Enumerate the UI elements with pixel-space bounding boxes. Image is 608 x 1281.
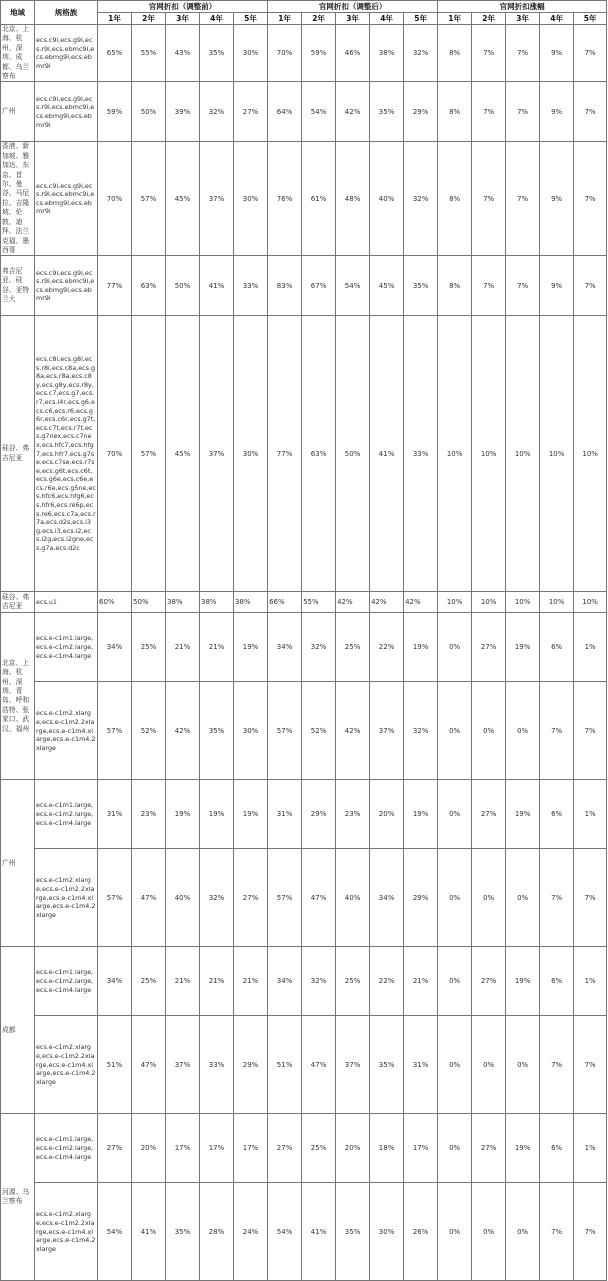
discount-delta-cell: 6% bbox=[540, 613, 574, 682]
discount-before-cell: 37% bbox=[200, 316, 234, 592]
discount-delta-cell: 6% bbox=[540, 780, 574, 849]
discount-after-cell: 19% bbox=[404, 780, 438, 849]
discount-before-cell: 40% bbox=[166, 849, 200, 947]
header-region: 地域 bbox=[1, 1, 35, 25]
discount-after-cell: 77% bbox=[268, 316, 302, 592]
discount-after-cell: 54% bbox=[302, 82, 336, 142]
discount-after-cell: 34% bbox=[370, 849, 404, 947]
header-year: 4年 bbox=[540, 13, 574, 25]
discount-delta-cell: 10% bbox=[574, 316, 607, 592]
discount-before-cell: 45% bbox=[166, 142, 200, 256]
discount-delta-cell: 7% bbox=[540, 849, 574, 947]
discount-after-cell: 57% bbox=[268, 849, 302, 947]
discount-after-cell: 64% bbox=[268, 82, 302, 142]
discount-before-cell: 19% bbox=[234, 613, 268, 682]
discount-before-cell: 30% bbox=[234, 316, 268, 592]
discount-before-cell: 19% bbox=[200, 780, 234, 849]
discount-after-cell: 40% bbox=[336, 849, 370, 947]
discount-delta-cell: 7% bbox=[472, 25, 506, 82]
discount-after-cell: 29% bbox=[404, 82, 438, 142]
discount-after-cell: 47% bbox=[302, 1016, 336, 1114]
spec-cell: ecs.u1 bbox=[35, 592, 98, 613]
discount-after-cell: 32% bbox=[404, 142, 438, 256]
discount-delta-cell: 7% bbox=[506, 25, 540, 82]
discount-before-cell: 38% bbox=[234, 592, 268, 613]
discount-before-cell: 38% bbox=[166, 592, 200, 613]
header-year: 4年 bbox=[370, 13, 404, 25]
discount-delta-cell: 7% bbox=[574, 682, 607, 780]
discount-delta-cell: 10% bbox=[540, 316, 574, 592]
discount-delta-cell: 0% bbox=[472, 682, 506, 780]
discount-delta-cell: 0% bbox=[438, 682, 472, 780]
discount-before-cell: 27% bbox=[234, 849, 268, 947]
discount-delta-cell: 27% bbox=[472, 780, 506, 849]
discount-before-cell: 45% bbox=[166, 316, 200, 592]
discount-before-cell: 35% bbox=[200, 682, 234, 780]
discount-before-cell: 52% bbox=[132, 682, 166, 780]
discount-before-cell: 43% bbox=[166, 25, 200, 82]
discount-before-cell: 23% bbox=[132, 780, 166, 849]
discount-after-cell: 42% bbox=[336, 682, 370, 780]
discount-before-cell: 65% bbox=[98, 25, 132, 82]
discount-delta-cell: 6% bbox=[540, 947, 574, 1016]
discount-after-cell: 66% bbox=[268, 592, 302, 613]
discount-after-cell: 83% bbox=[268, 256, 302, 316]
discount-delta-cell: 0% bbox=[472, 1016, 506, 1114]
discount-delta-cell: 7% bbox=[574, 1183, 607, 1281]
discount-after-cell: 20% bbox=[336, 1114, 370, 1183]
table-row bbox=[1, 82, 607, 142]
header-spec: 规格族 bbox=[35, 1, 98, 25]
spec-cell: ecs.c9i,ecs.g9i,ecs.r9i,ecs.ebmc9i,ecs.ebmg9i,ecs.ebmr9i bbox=[35, 25, 98, 82]
discount-after-cell: 55% bbox=[302, 592, 336, 613]
header-year: 2年 bbox=[132, 13, 166, 25]
discount-delta-cell: 7% bbox=[472, 82, 506, 142]
table-row bbox=[1, 1114, 607, 1183]
discount-before-cell: 28% bbox=[200, 1183, 234, 1281]
discount-delta-cell: 8% bbox=[438, 82, 472, 142]
discount-after-cell: 41% bbox=[370, 316, 404, 592]
discount-before-cell: 70% bbox=[98, 142, 132, 256]
discount-after-cell: 54% bbox=[336, 256, 370, 316]
discount-delta-cell: 8% bbox=[438, 25, 472, 82]
discount-before-cell: 25% bbox=[132, 613, 166, 682]
discount-before-cell: 63% bbox=[132, 256, 166, 316]
spec-cell: ecs.e-c1m2.xlarge,ecs.e-c1m2.2xlarge,ecs.e-c1m4.xlarge,ecs.e-c1m4.2xlarge bbox=[35, 849, 98, 947]
discount-delta-cell: 0% bbox=[472, 849, 506, 947]
discount-delta-cell: 0% bbox=[506, 849, 540, 947]
header-year: 1年 bbox=[438, 13, 472, 25]
discount-delta-cell: 9% bbox=[540, 82, 574, 142]
discount-delta-cell: 1% bbox=[574, 947, 607, 1016]
discount-delta-cell: 0% bbox=[506, 1016, 540, 1114]
discount-after-cell: 32% bbox=[302, 947, 336, 1016]
discount-before-cell: 50% bbox=[132, 592, 166, 613]
discount-before-cell: 57% bbox=[98, 682, 132, 780]
discount-after-cell: 35% bbox=[370, 1016, 404, 1114]
header-year: 2年 bbox=[472, 13, 506, 25]
discount-before-cell: 38% bbox=[200, 592, 234, 613]
table-row bbox=[1, 25, 607, 82]
spec-cell: ecs.c9i,ecs.g9i,ecs.r9i,ecs.ebmc9i,ecs.ebmg9i,ecs.ebmr9i bbox=[35, 82, 98, 142]
discount-after-cell: 29% bbox=[302, 780, 336, 849]
discount-after-cell: 35% bbox=[404, 256, 438, 316]
discount-before-cell: 70% bbox=[98, 316, 132, 592]
discount-before-cell: 57% bbox=[132, 316, 166, 592]
discount-after-cell: 23% bbox=[336, 780, 370, 849]
spec-cell: ecs.e-c1m2.xlarge,ecs.e-c1m2.2xlarge,ecs.e-c1m4.xlarge,ecs.e-c1m4.2xlarge bbox=[35, 1016, 98, 1114]
table-row bbox=[1, 142, 607, 256]
discount-delta-cell: 7% bbox=[574, 82, 607, 142]
discount-after-cell: 38% bbox=[370, 25, 404, 82]
discount-delta-cell: 7% bbox=[506, 142, 540, 256]
spec-cell: ecs.e-c1m2.xlarge,ecs.e-c1m2.2xlarge,ecs.e-c1m4.xlarge,ecs.e-c1m4.2xlarge bbox=[35, 1183, 98, 1281]
discount-after-cell: 45% bbox=[370, 256, 404, 316]
table-row bbox=[1, 947, 607, 1016]
discount-before-cell: 51% bbox=[98, 1016, 132, 1114]
header-year: 5年 bbox=[574, 13, 607, 25]
discount-delta-cell: 9% bbox=[540, 142, 574, 256]
discount-after-cell: 40% bbox=[370, 142, 404, 256]
spec-cell: ecs.c8i,ecs.g8i,ecs.r8i,ecs.c8a,ecs.g8a,ecs.r8a,ecs.c8y,ecs.g8y,ecs.r8y,ecs.c7,ecs.g7,ecs.r7,ecs.i4r,ecs.g6,ecs.c6,ecs.r6,ecs.g6r,ecs.c6r,ecs.g7t,ecs.c7t,ecs.r7t,ecs.g7nex,ecs.c7nex,ecs.hfc7,ecs.hfg7,ecs.hfr7,ecs.g7se,ecs.c7se,ecs.r7se,ecs.g6t,ecs.c6t,ecs.g6e,ecs.c6e,ecs.r6e,ecs.g5ne,ecs.hfc6,ecs.hfg6,ecs.hfr6,ecs.re6p,ecs.re6,ecs.c7a,ecs.r7a,ecs.d2s,ecs.i3g,ecs.i3,ecs.i2,ecs.i2g,ecs.i2gne,ecs.g7a,ecs.d2c bbox=[35, 316, 98, 592]
discount-after-cell: 22% bbox=[370, 613, 404, 682]
region-cell: 北京、上海、杭州、深圳、青岛、呼和浩特、张家口、武汉、福州 bbox=[1, 613, 35, 780]
discount-after-cell: 25% bbox=[336, 947, 370, 1016]
discount-delta-cell: 9% bbox=[540, 25, 574, 82]
discount-after-cell: 42% bbox=[404, 592, 438, 613]
discount-after-cell: 67% bbox=[302, 256, 336, 316]
discount-delta-cell: 8% bbox=[438, 256, 472, 316]
table-row bbox=[1, 613, 607, 682]
discount-after-cell: 21% bbox=[404, 947, 438, 1016]
discount-delta-cell: 1% bbox=[574, 1114, 607, 1183]
discount-after-cell: 76% bbox=[268, 142, 302, 256]
header-group-after: 官网折扣（调整后） bbox=[268, 1, 438, 13]
discount-delta-cell: 7% bbox=[540, 682, 574, 780]
discount-after-cell: 20% bbox=[370, 780, 404, 849]
discount-delta-cell: 9% bbox=[540, 256, 574, 316]
discount-before-cell: 41% bbox=[132, 1183, 166, 1281]
discount-delta-cell: 27% bbox=[472, 613, 506, 682]
discount-before-cell: 34% bbox=[98, 947, 132, 1016]
discount-delta-cell: 10% bbox=[506, 592, 540, 613]
discount-before-cell: 37% bbox=[200, 142, 234, 256]
discount-delta-cell: 10% bbox=[574, 592, 607, 613]
discount-before-cell: 57% bbox=[132, 142, 166, 256]
discount-delta-cell: 0% bbox=[438, 849, 472, 947]
discount-before-cell: 17% bbox=[234, 1114, 268, 1183]
discount-delta-cell: 0% bbox=[506, 1183, 540, 1281]
discount-after-cell: 32% bbox=[302, 613, 336, 682]
table-body bbox=[1, 25, 607, 1281]
discount-delta-cell: 19% bbox=[506, 780, 540, 849]
discount-before-cell: 35% bbox=[166, 1183, 200, 1281]
discount-delta-cell: 19% bbox=[506, 1114, 540, 1183]
table-row bbox=[1, 316, 607, 592]
table-row bbox=[1, 849, 607, 947]
discount-after-cell: 37% bbox=[336, 1016, 370, 1114]
region-cell: 香港、新加坡、雅加达、东京、首尔、曼谷、马尼拉、吉隆坡、伦敦、迪拜、法兰克福、墨西哥 bbox=[1, 142, 35, 256]
discount-after-cell: 34% bbox=[268, 613, 302, 682]
discount-after-cell: 32% bbox=[404, 682, 438, 780]
header-year: 1年 bbox=[98, 13, 132, 25]
discount-delta-cell: 10% bbox=[472, 592, 506, 613]
discount-before-cell: 54% bbox=[98, 1183, 132, 1281]
discount-after-cell: 31% bbox=[404, 1016, 438, 1114]
discount-delta-cell: 7% bbox=[574, 256, 607, 316]
spec-cell: ecs.e-c1m1.large,ecs.e-c1m2.large,ecs.e-c1m4.large bbox=[35, 947, 98, 1016]
discount-delta-cell: 7% bbox=[574, 849, 607, 947]
discount-delta-cell: 27% bbox=[472, 947, 506, 1016]
header-year: 3年 bbox=[336, 13, 370, 25]
spec-cell: ecs.e-c1m1.large,ecs.e-c1m2.large,ecs.e-c1m4.large bbox=[35, 780, 98, 849]
discount-before-cell: 19% bbox=[166, 780, 200, 849]
region-cell: 河源、乌兰察布 bbox=[1, 1114, 35, 1281]
discount-delta-cell: 0% bbox=[438, 947, 472, 1016]
discount-after-cell: 42% bbox=[336, 592, 370, 613]
discount-after-cell: 37% bbox=[370, 682, 404, 780]
discount-delta-cell: 7% bbox=[472, 256, 506, 316]
discount-delta-cell: 7% bbox=[574, 142, 607, 256]
discount-before-cell: 33% bbox=[200, 1016, 234, 1114]
discount-delta-cell: 0% bbox=[438, 780, 472, 849]
discount-before-cell: 21% bbox=[166, 613, 200, 682]
discount-delta-cell: 10% bbox=[506, 316, 540, 592]
discount-after-cell: 59% bbox=[302, 25, 336, 82]
header-year: 5年 bbox=[404, 13, 438, 25]
table-row bbox=[1, 1183, 607, 1281]
table-row bbox=[1, 682, 607, 780]
region-cell: 成都 bbox=[1, 947, 35, 1114]
discount-delta-cell: 0% bbox=[438, 1183, 472, 1281]
spec-cell: ecs.e-c1m1.large,ecs.e-c1m2.large,ecs.e-c1m4.large bbox=[35, 613, 98, 682]
discount-before-cell: 35% bbox=[200, 25, 234, 82]
discount-after-cell: 46% bbox=[336, 25, 370, 82]
discount-after-cell: 31% bbox=[268, 780, 302, 849]
discount-delta-cell: 1% bbox=[574, 613, 607, 682]
region-cell: 北京、上海、杭州、深圳、成都、乌兰察布 bbox=[1, 25, 35, 82]
discount-after-cell: 51% bbox=[268, 1016, 302, 1114]
discount-after-cell: 63% bbox=[302, 316, 336, 592]
discount-after-cell: 54% bbox=[268, 1183, 302, 1281]
discount-after-cell: 33% bbox=[404, 316, 438, 592]
discount-after-cell: 35% bbox=[336, 1183, 370, 1281]
discount-after-cell: 30% bbox=[370, 1183, 404, 1281]
region-cell: 硅谷、弗吉尼亚 bbox=[1, 592, 35, 613]
discount-after-cell: 42% bbox=[336, 82, 370, 142]
discount-before-cell: 17% bbox=[166, 1114, 200, 1183]
discount-delta-cell: 0% bbox=[506, 682, 540, 780]
discount-delta-cell: 10% bbox=[540, 592, 574, 613]
discount-delta-cell: 0% bbox=[472, 1183, 506, 1281]
discount-before-cell: 19% bbox=[234, 780, 268, 849]
discount-before-cell: 34% bbox=[98, 613, 132, 682]
discount-delta-cell: 0% bbox=[438, 1016, 472, 1114]
discount-before-cell: 37% bbox=[166, 1016, 200, 1114]
discount-after-cell: 26% bbox=[404, 1183, 438, 1281]
region-cell: 弗吉尼亚、硅谷、亚特兰大 bbox=[1, 256, 35, 316]
discount-delta-cell: 7% bbox=[506, 82, 540, 142]
discount-before-cell: 47% bbox=[132, 1016, 166, 1114]
header-year: 1年 bbox=[268, 13, 302, 25]
discount-delta-cell: 8% bbox=[438, 142, 472, 256]
discount-before-cell: 31% bbox=[98, 780, 132, 849]
table-row bbox=[1, 256, 607, 316]
discount-delta-cell: 0% bbox=[438, 613, 472, 682]
region-cell: 广州 bbox=[1, 780, 35, 947]
discount-after-cell: 35% bbox=[370, 82, 404, 142]
discount-delta-cell: 0% bbox=[438, 1114, 472, 1183]
discount-delta-cell: 10% bbox=[472, 316, 506, 592]
discount-before-cell: 41% bbox=[200, 256, 234, 316]
discount-before-cell: 21% bbox=[200, 947, 234, 1016]
discount-before-cell: 32% bbox=[200, 849, 234, 947]
discount-after-cell: 42% bbox=[370, 592, 404, 613]
discount-before-cell: 27% bbox=[234, 82, 268, 142]
table-row bbox=[1, 592, 607, 613]
discount-delta-cell: 19% bbox=[506, 947, 540, 1016]
header-group-before: 官网折扣（调整前） bbox=[98, 1, 268, 13]
discount-after-cell: 48% bbox=[336, 142, 370, 256]
discount-delta-cell: 10% bbox=[438, 592, 472, 613]
discount-after-cell: 19% bbox=[404, 613, 438, 682]
discount-before-cell: 30% bbox=[234, 142, 268, 256]
discount-after-cell: 25% bbox=[336, 613, 370, 682]
header-year: 5年 bbox=[234, 13, 268, 25]
discount-before-cell: 21% bbox=[200, 613, 234, 682]
discount-after-cell: 70% bbox=[268, 25, 302, 82]
discount-after-cell: 18% bbox=[370, 1114, 404, 1183]
discount-before-cell: 50% bbox=[132, 82, 166, 142]
discount-delta-cell: 7% bbox=[472, 142, 506, 256]
discount-after-cell: 47% bbox=[302, 849, 336, 947]
discount-before-cell: 25% bbox=[132, 947, 166, 1016]
discount-after-cell: 17% bbox=[404, 1114, 438, 1183]
discount-before-cell: 24% bbox=[234, 1183, 268, 1281]
discount-after-cell: 57% bbox=[268, 682, 302, 780]
discount-delta-cell: 27% bbox=[472, 1114, 506, 1183]
discount-after-cell: 25% bbox=[302, 1114, 336, 1183]
discount-after-cell: 34% bbox=[268, 947, 302, 1016]
discount-after-cell: 32% bbox=[404, 25, 438, 82]
region-cell: 广州 bbox=[1, 82, 35, 142]
discount-before-cell: 50% bbox=[166, 256, 200, 316]
spec-cell: ecs.e-c1m2.xlarge,ecs.e-c1m2.2xlarge,ecs.e-c1m4.xlarge,ecs.e-c1m4.2xlarge bbox=[35, 682, 98, 780]
discount-before-cell: 77% bbox=[98, 256, 132, 316]
discount-delta-cell: 7% bbox=[574, 25, 607, 82]
discount-before-cell: 21% bbox=[166, 947, 200, 1016]
discount-before-cell: 39% bbox=[166, 82, 200, 142]
discount-after-cell: 61% bbox=[302, 142, 336, 256]
discount-before-cell: 47% bbox=[132, 849, 166, 947]
header-group-delta: 官网折扣涨幅 bbox=[438, 1, 607, 13]
header-year: 3年 bbox=[506, 13, 540, 25]
discount-after-cell: 27% bbox=[268, 1114, 302, 1183]
discount-before-cell: 59% bbox=[98, 82, 132, 142]
discount-after-cell: 22% bbox=[370, 947, 404, 1016]
discount-before-cell: 57% bbox=[98, 849, 132, 947]
discount-delta-cell: 6% bbox=[540, 1114, 574, 1183]
discount-before-cell: 30% bbox=[234, 682, 268, 780]
region-cell: 硅谷、弗吉尼亚 bbox=[1, 316, 35, 592]
discount-after-cell: 41% bbox=[302, 1183, 336, 1281]
discount-before-cell: 55% bbox=[132, 25, 166, 82]
table-row bbox=[1, 1016, 607, 1114]
discount-before-cell: 42% bbox=[166, 682, 200, 780]
discount-delta-cell: 7% bbox=[574, 1016, 607, 1114]
discount-delta-cell: 7% bbox=[540, 1183, 574, 1281]
header-year: 2年 bbox=[302, 13, 336, 25]
table-row bbox=[1, 780, 607, 849]
discount-before-cell: 29% bbox=[234, 1016, 268, 1114]
discount-after-cell: 50% bbox=[336, 316, 370, 592]
discount-before-cell: 21% bbox=[234, 947, 268, 1016]
header-year: 4年 bbox=[200, 13, 234, 25]
discount-before-cell: 32% bbox=[200, 82, 234, 142]
discount-before-cell: 33% bbox=[234, 256, 268, 316]
header-year: 3年 bbox=[166, 13, 200, 25]
spec-cell: ecs.c9i,ecs.g9i,ecs.r9i,ecs.ebmc9i,ecs.ebmg9i,ecs.ebmr9i bbox=[35, 256, 98, 316]
discount-delta-cell: 7% bbox=[540, 1016, 574, 1114]
spec-cell: ecs.e-c1m1.large,ecs.e-c1m2.large,ecs.e-c1m4.large bbox=[35, 1114, 98, 1183]
discount-before-cell: 17% bbox=[200, 1114, 234, 1183]
discount-before-cell: 60% bbox=[98, 592, 132, 613]
spec-cell: ecs.c9i,ecs.g9i,ecs.r9i,ecs.ebmc9i,ecs.ebmg9i,ecs.ebmr9i bbox=[35, 142, 98, 256]
discount-after-cell: 52% bbox=[302, 682, 336, 780]
discount-delta-cell: 19% bbox=[506, 613, 540, 682]
discount-before-cell: 30% bbox=[234, 25, 268, 82]
discount-before-cell: 27% bbox=[98, 1114, 132, 1183]
discount-delta-cell: 1% bbox=[574, 780, 607, 849]
discount-after-cell: 29% bbox=[404, 849, 438, 947]
discount-before-cell: 20% bbox=[132, 1114, 166, 1183]
discount-delta-cell: 7% bbox=[506, 256, 540, 316]
discount-delta-cell: 10% bbox=[438, 316, 472, 592]
